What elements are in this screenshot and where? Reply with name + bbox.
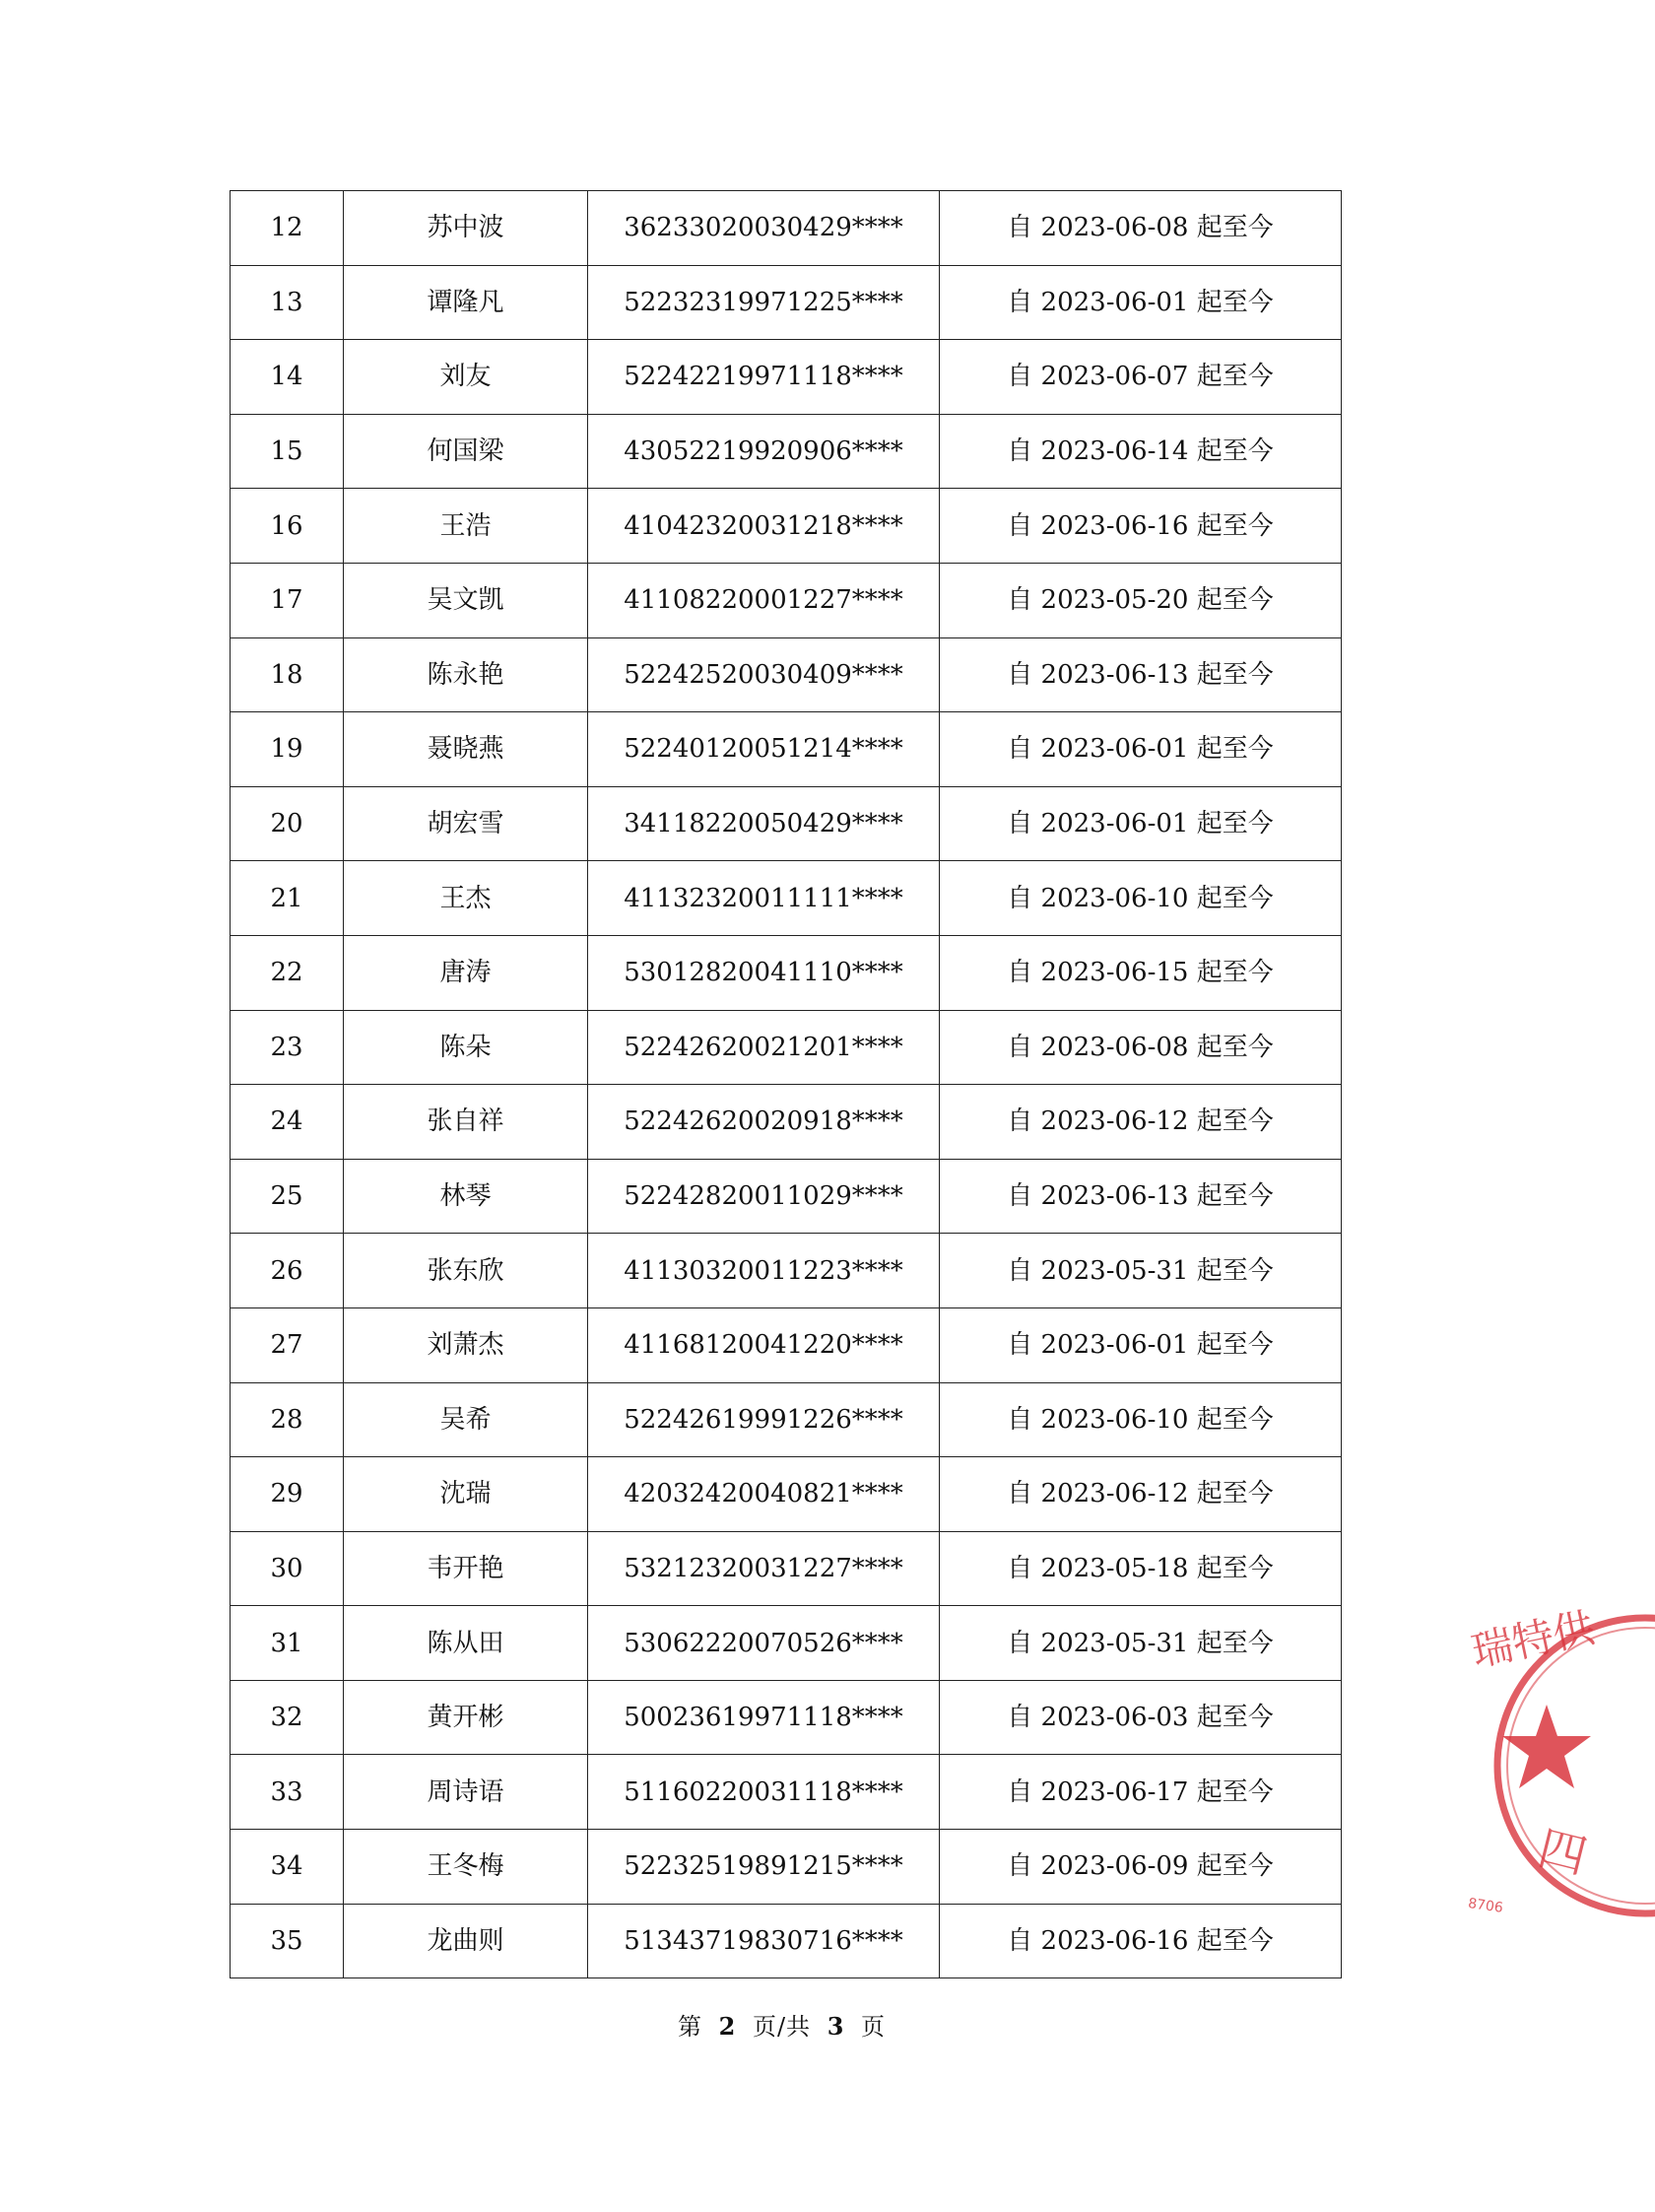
employment-period-cell: 自 2023-05-18 起至今 <box>940 1531 1342 1606</box>
table-row <box>231 414 1342 489</box>
id-number-cell: 41130320011223**** <box>588 1234 940 1308</box>
row-number-cell: 28 <box>231 1382 344 1457</box>
table-row <box>231 1531 1342 1606</box>
row-number-cell: 22 <box>231 935 344 1010</box>
employment-period-cell: 自 2023-06-08 起至今 <box>940 191 1342 266</box>
row-number-cell: 32 <box>231 1680 344 1755</box>
employment-period-cell: 自 2023-06-01 起至今 <box>940 712 1342 787</box>
id-number-cell: 52242620020918**** <box>588 1085 940 1160</box>
roster-table <box>230 190 1342 1978</box>
table-row <box>231 1680 1342 1755</box>
table-row <box>231 1234 1342 1308</box>
name-cell: 陈永艳 <box>344 637 588 712</box>
official-seal-stamp <box>1458 1586 1655 1921</box>
table-row <box>231 340 1342 415</box>
row-number-cell: 13 <box>231 265 344 340</box>
row-number-cell: 15 <box>231 414 344 489</box>
row-number-cell: 12 <box>231 191 344 266</box>
name-cell: 王冬梅 <box>344 1830 588 1905</box>
name-cell: 刘友 <box>344 340 588 415</box>
name-cell: 胡宏雪 <box>344 786 588 861</box>
table-row <box>231 1010 1342 1085</box>
table-row <box>231 786 1342 861</box>
employment-period-cell: 自 2023-05-31 起至今 <box>940 1606 1342 1681</box>
name-cell: 王浩 <box>344 489 588 564</box>
row-number-cell: 31 <box>231 1606 344 1681</box>
row-number-cell: 35 <box>231 1904 344 1978</box>
row-number-cell: 26 <box>231 1234 344 1308</box>
id-number-cell: 34118220050429**** <box>588 786 940 861</box>
row-number-cell: 24 <box>231 1085 344 1160</box>
table-row <box>231 1457 1342 1532</box>
id-number-cell: 51160220031118**** <box>588 1755 940 1830</box>
employment-period-cell: 自 2023-06-14 起至今 <box>940 414 1342 489</box>
table-row <box>231 1904 1342 1978</box>
id-number-cell: 51343719830716**** <box>588 1904 940 1978</box>
name-cell: 苏中波 <box>344 191 588 266</box>
name-cell: 韦开艳 <box>344 1531 588 1606</box>
table-row <box>231 265 1342 340</box>
name-cell: 吴希 <box>344 1382 588 1457</box>
row-number-cell: 25 <box>231 1159 344 1234</box>
id-number-cell: 52242620021201**** <box>588 1010 940 1085</box>
employment-period-cell: 自 2023-06-07 起至今 <box>940 340 1342 415</box>
table-row <box>231 1606 1342 1681</box>
row-number-cell: 19 <box>231 712 344 787</box>
employment-period-cell: 自 2023-06-01 起至今 <box>940 786 1342 861</box>
table-row <box>231 563 1342 637</box>
footer-prefix: 第 <box>677 2013 702 2041</box>
row-number-cell: 34 <box>231 1830 344 1905</box>
table-row <box>231 1382 1342 1457</box>
row-number-cell: 27 <box>231 1307 344 1382</box>
employment-period-cell: 自 2023-06-12 起至今 <box>940 1085 1342 1160</box>
table-row <box>231 712 1342 787</box>
footer-current-page: 2 <box>718 2012 737 2041</box>
row-number-cell: 14 <box>231 340 344 415</box>
table-row <box>231 1755 1342 1830</box>
row-number-cell: 18 <box>231 637 344 712</box>
employment-period-cell: 自 2023-06-10 起至今 <box>940 1382 1342 1457</box>
row-number-cell: 30 <box>231 1531 344 1606</box>
table-row <box>231 1830 1342 1905</box>
employment-period-cell: 自 2023-06-01 起至今 <box>940 1307 1342 1382</box>
name-cell: 龙曲则 <box>344 1904 588 1978</box>
id-number-cell: 52242219971118**** <box>588 340 940 415</box>
name-cell: 林琴 <box>344 1159 588 1234</box>
id-number-cell: 52232519891215**** <box>588 1830 940 1905</box>
name-cell: 沈瑞 <box>344 1457 588 1532</box>
id-number-cell: 53062220070526**** <box>588 1606 940 1681</box>
seal-bottom-text: 四 <box>1533 1820 1593 1886</box>
employment-period-cell: 自 2023-05-31 起至今 <box>940 1234 1342 1308</box>
id-number-cell: 52242820011029**** <box>588 1159 940 1234</box>
employment-period-cell: 自 2023-06-16 起至今 <box>940 489 1342 564</box>
id-number-cell: 52242520030409**** <box>588 637 940 712</box>
name-cell: 张自祥 <box>344 1085 588 1160</box>
table-row <box>231 191 1342 266</box>
employment-period-cell: 自 2023-06-16 起至今 <box>940 1904 1342 1978</box>
row-number-cell: 20 <box>231 786 344 861</box>
footer-suffix: 页 <box>861 2013 887 2041</box>
id-number-cell: 43052219920906**** <box>588 414 940 489</box>
seal-serial-number: 8706 <box>1467 1896 1504 1916</box>
footer-middle: 页/共 <box>752 2013 812 2041</box>
footer-total-pages: 3 <box>827 2012 845 2041</box>
table-row <box>231 637 1342 712</box>
employment-period-cell: 自 2023-06-10 起至今 <box>940 861 1342 936</box>
name-cell: 吴文凯 <box>344 563 588 637</box>
row-number-cell: 23 <box>231 1010 344 1085</box>
id-number-cell: 41108220001227**** <box>588 563 940 637</box>
name-cell: 张东欣 <box>344 1234 588 1308</box>
name-cell: 黄开彬 <box>344 1680 588 1755</box>
employment-period-cell: 自 2023-06-09 起至今 <box>940 1830 1342 1905</box>
employment-period-cell: 自 2023-06-13 起至今 <box>940 1159 1342 1234</box>
id-number-cell: 53012820041110**** <box>588 935 940 1010</box>
name-cell: 陈朵 <box>344 1010 588 1085</box>
table-row <box>231 489 1342 564</box>
id-number-cell: 52240120051214**** <box>588 712 940 787</box>
employment-period-cell: 自 2023-06-17 起至今 <box>940 1755 1342 1830</box>
id-number-cell: 42032420040821**** <box>588 1457 940 1532</box>
id-number-cell: 41168120041220**** <box>588 1307 940 1382</box>
name-cell: 陈从田 <box>344 1606 588 1681</box>
row-number-cell: 21 <box>231 861 344 936</box>
id-number-cell: 36233020030429**** <box>588 191 940 266</box>
row-number-cell: 29 <box>231 1457 344 1532</box>
name-cell: 唐涛 <box>344 935 588 1010</box>
employment-period-cell: 自 2023-06-13 起至今 <box>940 637 1342 712</box>
table-row <box>231 861 1342 936</box>
name-cell: 聂晓燕 <box>344 712 588 787</box>
employment-period-cell: 自 2023-06-01 起至今 <box>940 265 1342 340</box>
employment-period-cell: 自 2023-06-15 起至今 <box>940 935 1342 1010</box>
table-row <box>231 1159 1342 1234</box>
id-number-cell: 52242619991226**** <box>588 1382 940 1457</box>
id-number-cell: 53212320031227**** <box>588 1531 940 1606</box>
page-number-footer <box>0 2007 1563 2042</box>
id-number-cell: 41042320031218**** <box>588 489 940 564</box>
name-cell: 王杰 <box>344 861 588 936</box>
id-number-cell: 41132320011111**** <box>588 861 940 936</box>
table-row <box>231 1307 1342 1382</box>
employment-period-cell: 自 2023-05-20 起至今 <box>940 563 1342 637</box>
row-number-cell: 33 <box>231 1755 344 1830</box>
employment-period-cell: 自 2023-06-03 起至今 <box>940 1680 1342 1755</box>
table-row <box>231 1085 1342 1160</box>
id-number-cell: 50023619971118**** <box>588 1680 940 1755</box>
name-cell: 何国梁 <box>344 414 588 489</box>
roster-table-body <box>231 191 1342 1978</box>
employment-period-cell: 自 2023-06-08 起至今 <box>940 1010 1342 1085</box>
employment-period-cell: 自 2023-06-12 起至今 <box>940 1457 1342 1532</box>
name-cell: 谭隆凡 <box>344 265 588 340</box>
row-number-cell: 17 <box>231 563 344 637</box>
seal-arc-text: 瑞特供 <box>1467 1602 1599 1677</box>
name-cell: 周诗语 <box>344 1755 588 1830</box>
name-cell: 刘萧杰 <box>344 1307 588 1382</box>
id-number-cell: 52232319971225**** <box>588 265 940 340</box>
row-number-cell: 16 <box>231 489 344 564</box>
table-row <box>231 935 1342 1010</box>
